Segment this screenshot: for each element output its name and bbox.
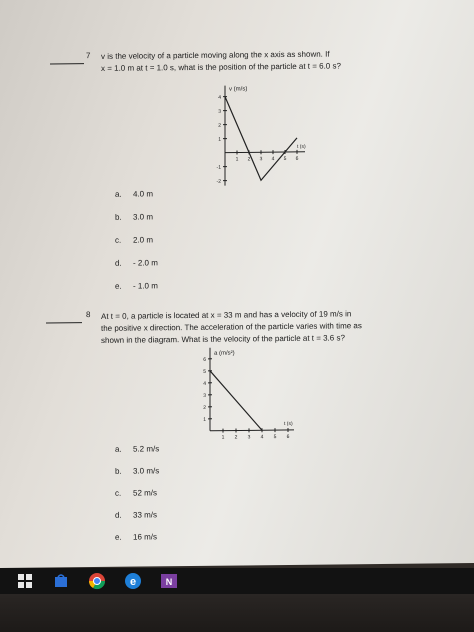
y-tick-label: 4	[218, 94, 221, 101]
question-text-q7-line1: v is the velocity of a particle moving along the x axis as shown. If	[101, 49, 330, 61]
y-tick-label: 4	[203, 380, 206, 387]
desk-surface	[0, 594, 474, 632]
choice-text: 33 m/s	[133, 510, 158, 520]
acceleration-line	[210, 370, 262, 431]
x-tick-label: 2	[247, 156, 251, 163]
x-tick-label: 2	[234, 434, 238, 441]
choice-letter: e.	[115, 532, 122, 542]
chrome-icon[interactable]	[86, 570, 108, 592]
y-tick-label: 2	[218, 122, 221, 129]
acceleration-graph-q8	[195, 342, 305, 453]
x-tick-label: 4	[271, 156, 275, 163]
x-tick-label: 3	[259, 156, 263, 163]
question-number-q8: 8	[86, 310, 91, 320]
question-text-q8-line1: At t = 0, a particle is located at x = 33 m and has a velocity of 19 m/s in	[101, 309, 352, 321]
x-tick-label: 1	[221, 434, 225, 441]
answer-blank-q7[interactable]	[50, 63, 84, 64]
choice-text: - 2.0 m	[133, 258, 158, 268]
choice-text: 4.0 m	[133, 189, 154, 199]
q7-choice-d[interactable]	[115, 258, 158, 267]
q7-choice-c[interactable]	[115, 235, 153, 244]
velocity-graph-q7	[200, 77, 330, 198]
q8-choice-e[interactable]	[115, 532, 157, 541]
svg-text:N: N	[165, 577, 173, 587]
y-tick-label: 1	[203, 416, 206, 423]
x-tick-label: 5	[273, 434, 277, 441]
svg-text:e: e	[129, 576, 137, 588]
taskbar	[0, 568, 474, 594]
choice-text: 5.2 m/s	[133, 444, 160, 454]
x-tick-label: 1	[235, 156, 239, 163]
graph-xlabel: t (s)	[284, 420, 293, 428]
x-tick-label: 4	[260, 434, 264, 441]
windows-start-icon[interactable]	[14, 570, 36, 592]
x-tick-label: 6	[295, 155, 299, 162]
graph-xlabel: t (s)	[297, 143, 306, 150]
choice-letter: e.	[115, 281, 122, 291]
choice-letter: d.	[115, 258, 122, 268]
graph-ylabel: a (m/s²)	[214, 350, 235, 357]
choice-letter: c.	[115, 488, 122, 498]
question-number-q7: 7	[86, 51, 91, 61]
x-tick-label: 3	[247, 434, 251, 441]
choice-letter: d.	[115, 510, 122, 520]
q8-choice-b[interactable]	[115, 466, 159, 475]
graph-ylabel: v (m/s)	[229, 86, 248, 93]
q7-choice-b[interactable]	[115, 212, 153, 221]
choice-text: 3.0 m/s	[133, 466, 160, 476]
onenote-icon[interactable]	[158, 570, 180, 592]
store-icon[interactable]	[50, 570, 72, 592]
y-tick-label: 5	[203, 368, 206, 375]
choice-text: 16 m/s	[133, 532, 158, 542]
choice-text: 52 m/s	[133, 488, 158, 498]
choice-text: - 1.0 m	[133, 281, 158, 291]
y-tick-label: 3	[218, 108, 221, 115]
velocity-line	[225, 96, 297, 181]
y-tick-label: 6	[203, 356, 206, 363]
choice-letter: c.	[115, 235, 122, 245]
edge-icon[interactable]	[122, 570, 144, 592]
question-text-q8-line3: shown in the diagram. What is the velocity of the particle at t = 3.6 s?	[101, 333, 345, 345]
question-text-q8-line2: the positive x direction. The acceleration of the particle varies with time as	[101, 321, 362, 333]
x-tick-label: 6	[286, 433, 290, 440]
question-text-q7-line2: x = 1.0 m at t = 1.0 s, what is the position of the particle at t = 6.0 s?	[101, 61, 341, 73]
x-tick-label: 5	[283, 156, 287, 163]
choice-letter: b.	[115, 212, 122, 222]
y-tick-label: -1	[216, 164, 221, 171]
y-tick-label: -2	[216, 178, 221, 185]
y-tick-label: 3	[203, 392, 206, 399]
choice-text: 3.0 m	[133, 212, 154, 222]
q7-choice-a[interactable]	[115, 189, 153, 198]
choice-letter: a.	[115, 444, 122, 454]
y-tick-label: 2	[203, 404, 206, 411]
y-tick-label: 1	[218, 136, 221, 143]
choice-text: 2.0 m	[133, 235, 154, 245]
q8-choice-a[interactable]	[115, 444, 159, 453]
choice-letter: a.	[115, 189, 122, 199]
answer-blank-q8[interactable]	[46, 322, 82, 323]
q7-choice-e[interactable]	[115, 281, 158, 290]
choice-letter: b.	[115, 466, 122, 476]
q8-choice-c[interactable]	[115, 488, 157, 497]
q8-choice-d[interactable]	[115, 510, 157, 519]
